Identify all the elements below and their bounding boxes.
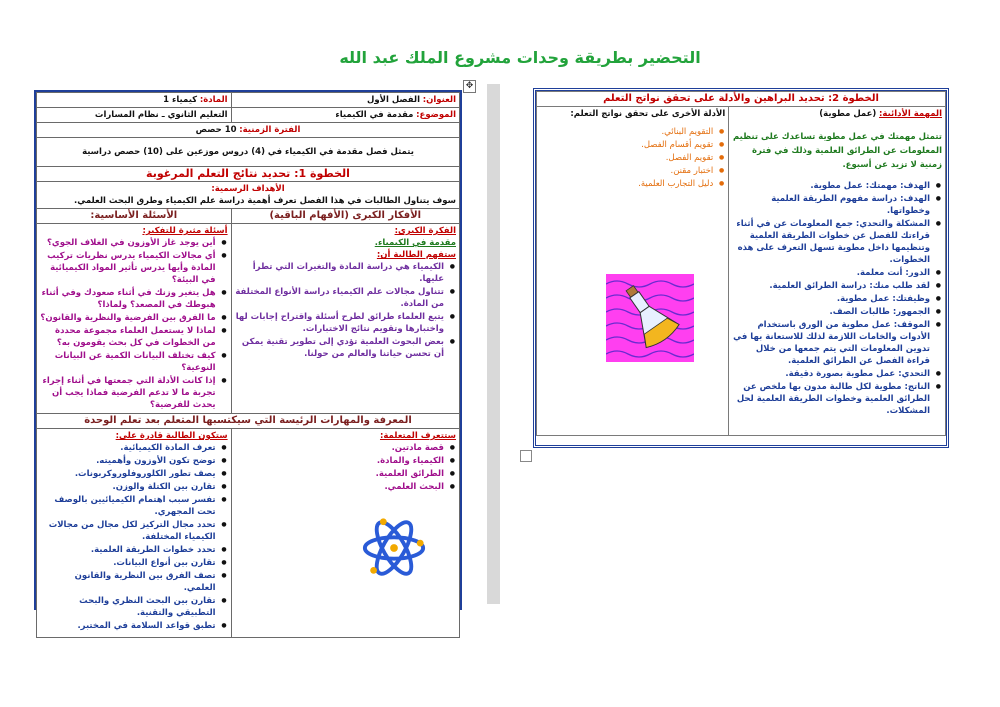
knowledge-head: المعرفة والمهارات الرئيسة التي سيكتسبها المتعلم بعد تعلم الوحدة bbox=[37, 414, 460, 429]
topic-value: مقدمة في الكيمياء bbox=[335, 110, 414, 120]
big-ideas-head: الأفكار الكبرى (الأفهام الباقية) bbox=[231, 209, 459, 224]
task-description: تتمثل مهمتك في عمل مطوية تساعدك على تنظيم المعلومات عن الطرائق العلمية وذلك في فترة زمنية لا تزيد عن أسبوع. bbox=[732, 132, 942, 170]
period-label: الفترة الزمنية: bbox=[239, 125, 301, 135]
topic-label: الموضوع: bbox=[416, 110, 456, 120]
document-title: التحضير بطريقة وحدات مشروع الملك عبد الله bbox=[339, 48, 701, 67]
period-cell bbox=[37, 123, 460, 138]
task-value: (عمل مطوية) bbox=[819, 109, 877, 119]
task-item: ● الموقف: عمل مطوية من الورق باستخدام الأدوات والخامات اللازمة لذلك للاستعانة بها في تدوين المعلومات التي يتم جمعها من خلال قراءة الفصل عن الطرائق العلمية. bbox=[732, 319, 930, 367]
table-move-handle[interactable]: ✥ bbox=[463, 80, 476, 93]
task-item: ● الهدف: دراسة مفهوم الطريقة العلمية وخطواتها. bbox=[732, 193, 930, 217]
able-item: ● توضح تكون الأوزون وأهميته. bbox=[40, 455, 216, 467]
understand-list bbox=[235, 261, 456, 360]
able-cell bbox=[37, 429, 232, 638]
questions-cell bbox=[37, 224, 232, 414]
thinking-item: ● أين يوجد غاز الأوزون في الغلاف الجوي؟ bbox=[40, 237, 216, 249]
resize-handle[interactable] bbox=[520, 450, 532, 462]
learn-item: ● البحث العلمي. bbox=[235, 481, 444, 493]
learn-item: ● الطرائق العلمية. bbox=[235, 468, 444, 480]
evidence-item: ● التقويم البنائي. bbox=[540, 126, 713, 138]
evidence-item: ● تقويم الفصل. bbox=[540, 152, 713, 164]
able-item: ● تحدد خطوات الطريقة العلمية. bbox=[40, 544, 216, 556]
able-item: ● يصف تطور الكلوروفلوروكربونات. bbox=[40, 468, 216, 480]
task-item: ● الهدف: مهمتك: عمل مطوية. bbox=[732, 180, 930, 192]
big-ideas-cell bbox=[231, 224, 459, 414]
subject-label: المادة: bbox=[199, 95, 228, 105]
able-item: ● تصف الفرق بين النظرية والقانون العلمي. bbox=[40, 570, 216, 594]
thinking-item: ● هل يتغير وزنك في أثناء صعودك وفي أثناء هبوطك في المصعد؟ ولماذا؟ bbox=[40, 287, 216, 311]
able-item: ● تقارن بين أنواع البيانات. bbox=[40, 557, 216, 569]
thinking-item: ● أي مجالات الكيمياء يدرس نظريات تركيب المادة وأيها يدرس تأثير المواد الكيميائية في البيئة؟ bbox=[40, 250, 216, 286]
understand-label: ستفهم الطالبة أن: bbox=[376, 250, 456, 260]
atom-logo-icon bbox=[360, 514, 428, 582]
task-item: ● التحدي: عمل مطوية بصورة دقيقة. bbox=[732, 368, 930, 380]
able-label: ستكون الطالبة قادرة على: bbox=[115, 431, 228, 441]
task-label: المهمة الأدائية: bbox=[879, 109, 942, 119]
task-item: ● الدور: أنت معلمة. bbox=[732, 267, 930, 279]
page-divider bbox=[487, 84, 500, 604]
learn-list bbox=[235, 442, 456, 493]
address-value: الفصل الأول bbox=[366, 95, 421, 105]
big-idea-label: الفكرة الكبرى: bbox=[394, 226, 456, 236]
task-cell bbox=[729, 107, 946, 436]
understand-item: ● تتناول مجالات علم الكيمياء دراسة الأنواع المختلفة من المادة. bbox=[235, 286, 444, 310]
able-item: ● تحدد مجال التركيز لكل مجال من مجالات الكيمياء المختلفة. bbox=[40, 519, 216, 543]
task-item: ● لقد طلب منك: دراسة الطرائق العلمية. bbox=[732, 280, 930, 292]
able-list bbox=[40, 442, 228, 632]
evidence-item: ● دليل التجارب العلمية. bbox=[540, 178, 713, 190]
evidence-item: ● اختبار مقنن. bbox=[540, 165, 713, 177]
understand-item: ● بعض البحوث العلمية تؤدي إلى تطوير تقنية يمكن أن تحسن حياتنا والعالم من حولنا. bbox=[235, 336, 444, 360]
understand-item: ● الكيمياء هي دراسة المادة والتغيرات التي تطرأ عليها. bbox=[235, 261, 444, 285]
goals-cell bbox=[37, 182, 460, 209]
task-item: ● الناتج: مطوية لكل طالبة مدون بها ملخص عن الطرائق العلمية وخطوات الطريقة العلمية لحل المشكلات. bbox=[732, 381, 930, 417]
other-evidence-label: الأدلة الأخرى على تحقق نواتج التعلم: bbox=[570, 109, 726, 119]
task-item: ● الجمهور: طالبات الصف. bbox=[732, 306, 930, 318]
able-item: ● تقارن بين الكتلة والوزن. bbox=[40, 481, 216, 493]
topic-cell bbox=[231, 108, 459, 123]
step1-title: الخطوة 1: تحديد نتائج التعلم المرغوبة bbox=[37, 167, 460, 182]
learn-item: ● قصة مادتين. bbox=[235, 442, 444, 454]
bottle-image-icon bbox=[606, 274, 694, 362]
period-description: يتمثل فصل مقدمة في الكيمياء في (4) دروس موزعين على (10) حصص دراسية bbox=[37, 138, 460, 167]
subject-cell bbox=[37, 93, 232, 108]
thinking-item: ● لماذا لا يستعمل العلماء مجموعة محددة من الخطوات في كل بحث يقومون به؟ bbox=[40, 325, 216, 349]
thinking-label: أسئلة مثيرة للتفكير: bbox=[142, 226, 228, 236]
step2-title: الخطوة 2: تحديد البراهين والأدلة على تحقق نواتج التعلم bbox=[537, 92, 946, 107]
right-evidence-table bbox=[533, 88, 949, 448]
able-item: ● تطبق قواعد السلامة في المختبر. bbox=[40, 620, 216, 632]
goals-label: الأهداف الرسمية: bbox=[211, 184, 285, 194]
learn-label: ستتعرف المتعلمة: bbox=[379, 431, 456, 441]
understand-item: ● يتبع العلماء طرائق لطرح أسئلة واقتراح إجابات لها واختبارها وتقويم نتائج الاختبارات. bbox=[235, 311, 444, 335]
subject-value: كيمياء 1 bbox=[163, 95, 198, 105]
address-label: العنوان: bbox=[422, 95, 456, 105]
thinking-list bbox=[40, 237, 228, 411]
task-item: ● وظيفتك: عمل مطوية. bbox=[732, 293, 930, 305]
track-cell bbox=[37, 108, 232, 123]
period-value: 10 حصص bbox=[195, 125, 237, 135]
questions-head: الأسئلة الأساسية: bbox=[37, 209, 232, 224]
thinking-item: ● كيف تختلف البيانات الكمية عن البيانات النوعية؟ bbox=[40, 350, 216, 374]
address-cell bbox=[231, 93, 459, 108]
goals-text: سوف يتناول الطالبات في هذا الفصل تعرف أهمية دراسة علم الكيمياء وطرق البحث العلمي. bbox=[74, 196, 456, 206]
able-item: ● تعرف المادة الكيميائية. bbox=[40, 442, 216, 454]
thinking-item: ● إذا كانت الأدلة التي جمعتها في أثناء إجراء تجربة ما لا تدعم الفرضية فماذا يجب أن يحدث للفرضية؟ bbox=[40, 375, 216, 411]
task-item: ● المشكلة والتحدي: جمع المعلومات عن في أثناء قراءتك للفصل عن خطوات الطريقة العلمية وتنظيمها داخل مطوية تسهل التعرف على هذه الخطوات. bbox=[732, 218, 930, 266]
other-evidence-cell bbox=[537, 107, 729, 436]
able-item: ● تفسر سبب اهتمام الكيميائيين بالوصف تحت المجهري. bbox=[40, 494, 216, 518]
evidence-item: ● تقويم أقسام الفصل. bbox=[540, 139, 713, 151]
task-list bbox=[732, 180, 942, 417]
able-item: ● تقارن بين البحث النظري والبحث التطبيقي والتقنية. bbox=[40, 595, 216, 619]
track-value: التعليم الثانوي ـ نظام المسارات bbox=[94, 110, 228, 120]
thinking-item: ● ما الفرق بين الفرضية والنظرية والقانون؟ bbox=[40, 312, 216, 324]
other-evidence-list bbox=[540, 126, 725, 190]
big-idea-value: مقدمة في الكيمياء. bbox=[374, 238, 456, 248]
learn-item: ● الكيمياء والمادة. bbox=[235, 455, 444, 467]
